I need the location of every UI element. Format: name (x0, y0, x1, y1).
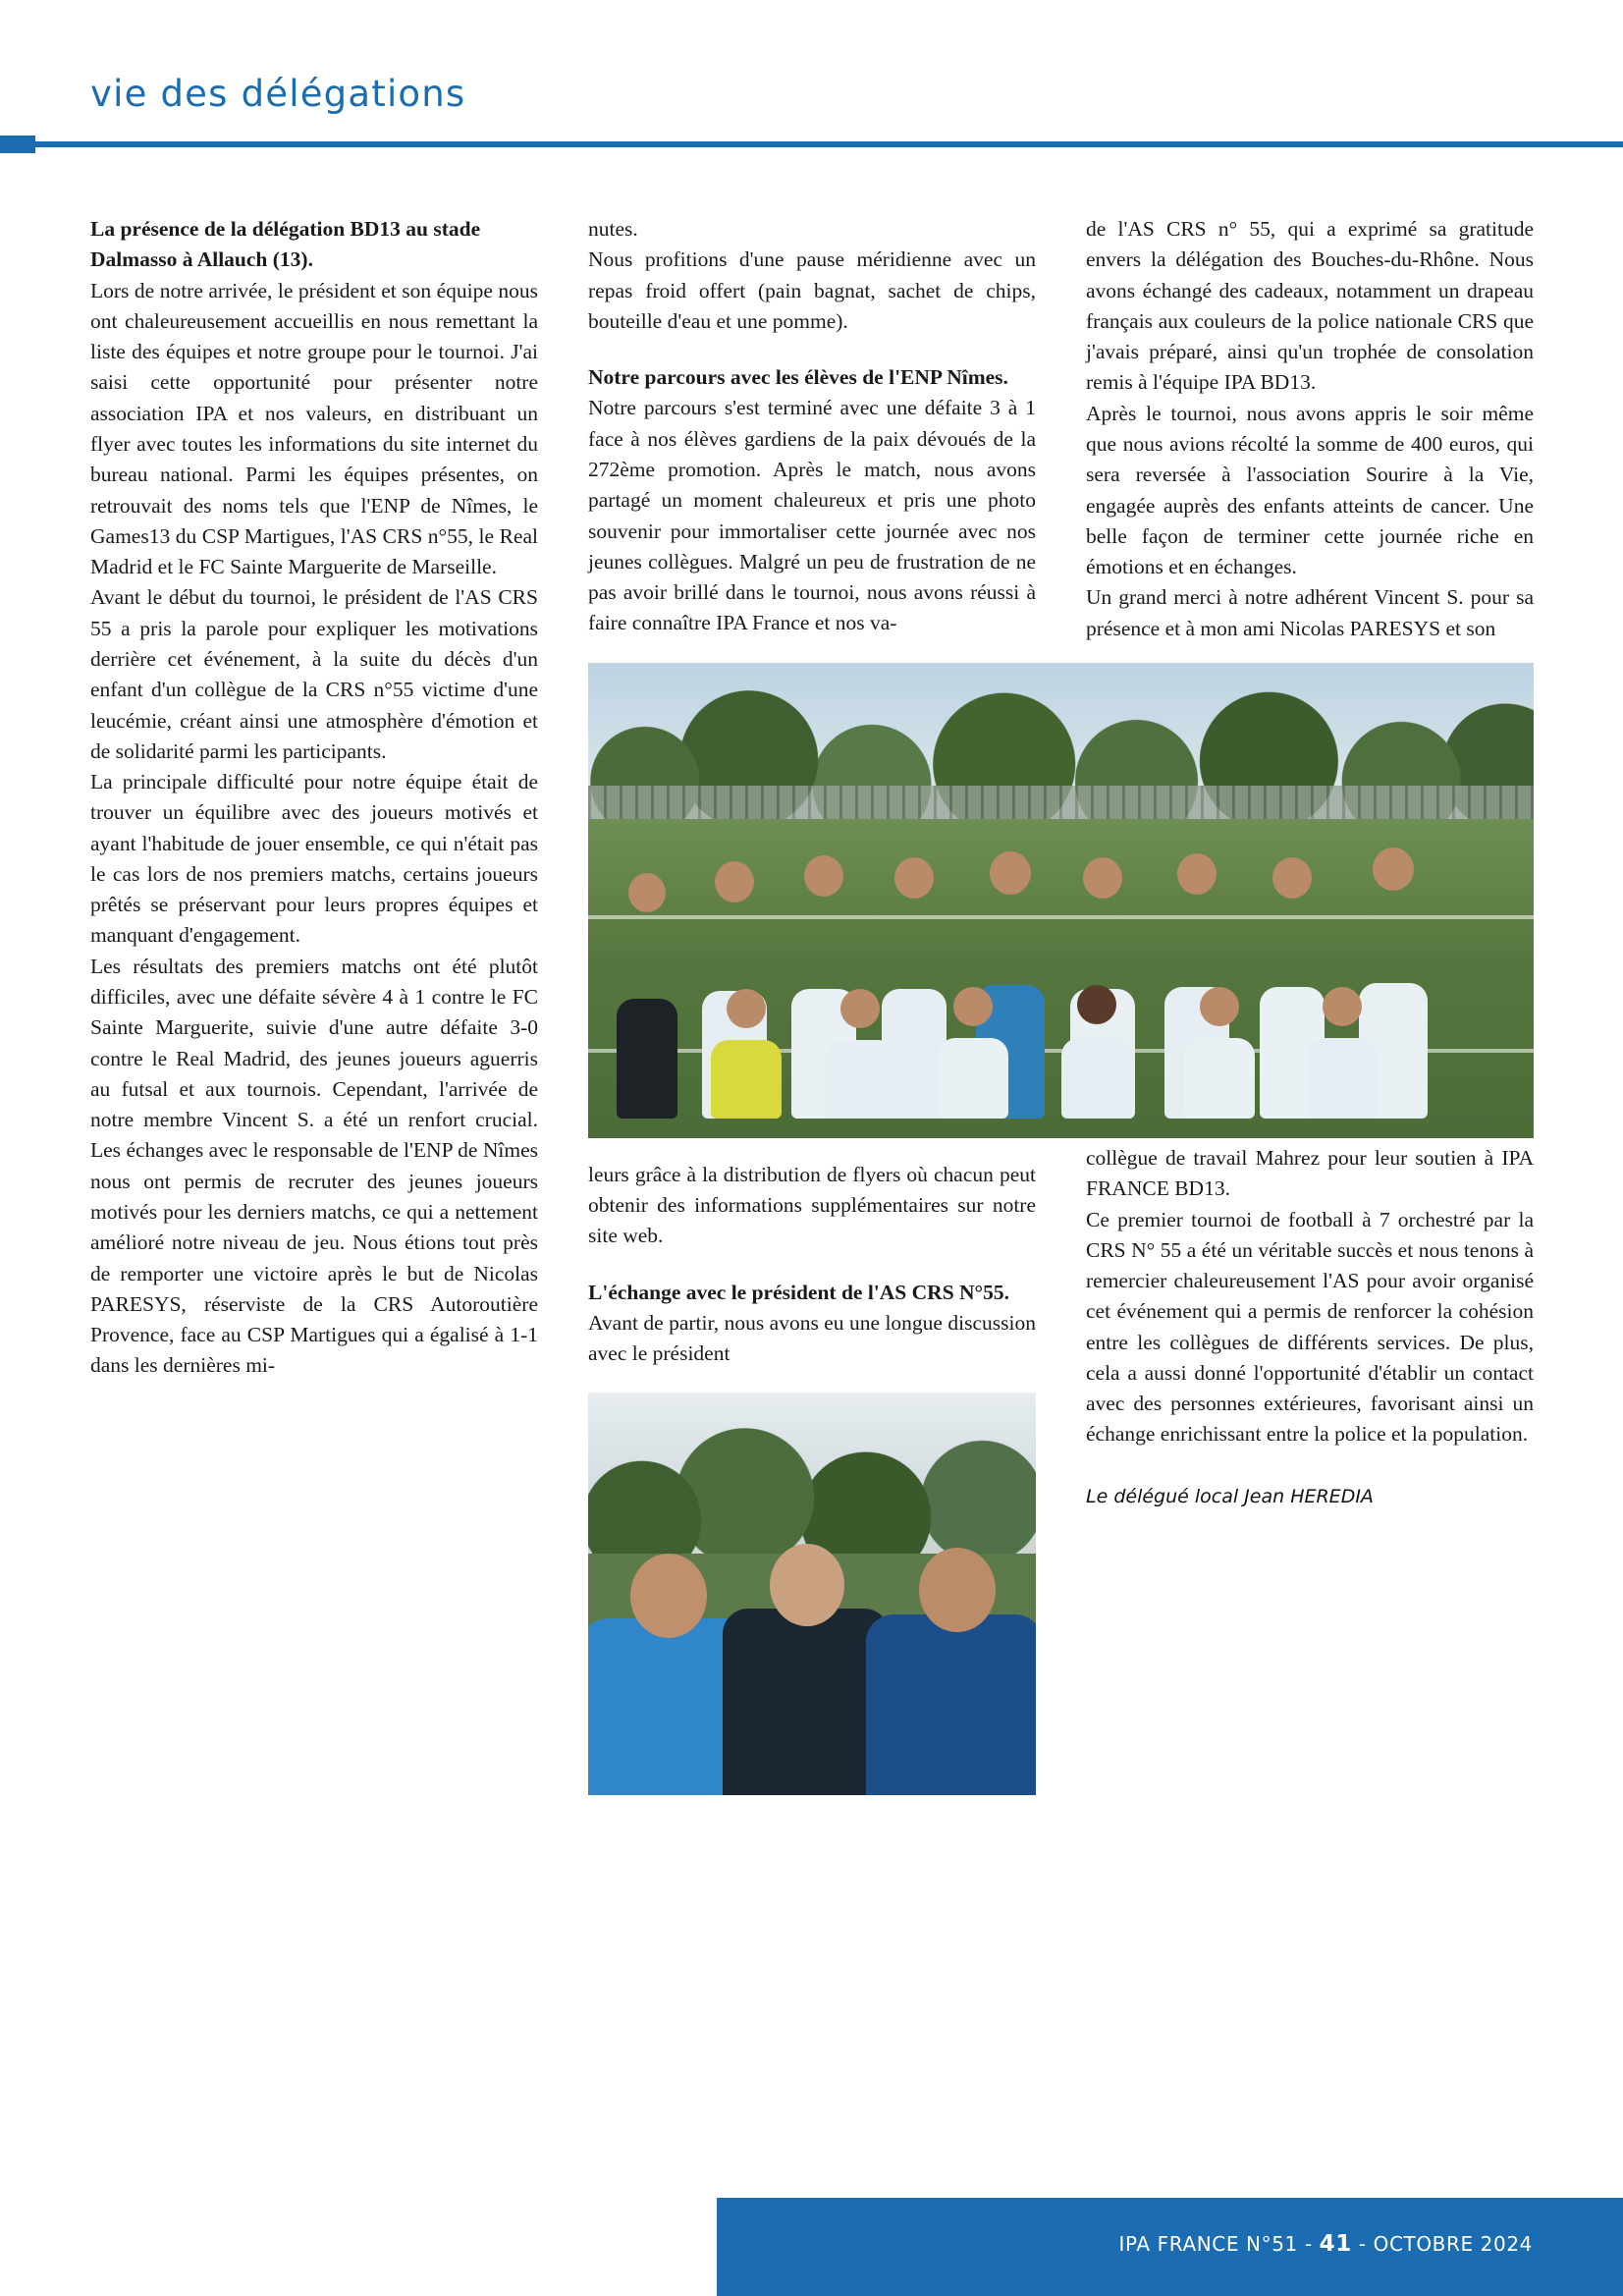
person (617, 873, 677, 1119)
column-1 (90, 214, 538, 1382)
person (866, 1554, 1036, 1795)
paragraph: Avant de partir, nous avons eu une longue discussion avec le président (588, 1310, 1036, 1366)
person (711, 989, 782, 1119)
column-3 (1086, 214, 1534, 1510)
article-lead-heading: La présence de la délégation BD13 au stade Dalmasso à Allauch (13). (90, 217, 481, 272)
paragraph: Les résultats des premiers matchs ont été plutôt difficiles, avec une défaite sévère 4 à 1 contre le FC Sainte Marguerite, suivie d'une autre défaite 3-0 contre le Real Madrid, des jeunes joueurs aguerris au futsal et aux tournois. Cependant, l'arrivée de notre membre Vincent S. a été un renfort crucial. Les échanges avec le responsable de l'ENP de Nîmes nous ont permis de recruter des jeunes joueurs motivés pour les derniers matchs, ce qui a nettement amélioré notre niveau de jeu. Nous étions tout près de remporter une victoire après le but de Nicolas PARESYS, réserviste de la CRS Autoroutière Provence, face au CSP Martigues qui a égalisé à 1-1 dans les dernières mi- (90, 954, 538, 1378)
paragraph: de l'AS CRS n° 55, qui a exprimé sa gratitude envers la délégation des Bouches-du-Rhône. Nous avons échangé des cadeaux, notamment un drapeau français aux couleurs de la police nationale CRS que j'avais préparé, ainsi qu'un trophée de consolation remis à l'équipe IPA BD13. (1086, 217, 1534, 395)
column-2 (588, 214, 1036, 1795)
paragraph: leurs grâce à la distribution de flyers où chacun peut obtenir des informations supplémentaires sur notre site web. (588, 1162, 1036, 1248)
paragraph: Nous profitions d'une pause méridienne avec un repas froid offert (pain bagnat, sachet de chips, bouteille d'eau et une pomme). (588, 247, 1036, 333)
paragraph: collègue de travail Mahrez pour leur soutien à IPA FRANCE BD13. (1086, 1145, 1534, 1201)
paragraph: Notre parcours s'est terminé avec une défaite 3 à 1 face à nos élèves gardiens de la paix dévoués de la 272ème promotion. Après le match, nous avons partagé un moment chaleureux et pris une photo souvenir pour immortaliser cette journée avec nos jeunes collègues. Malgré un peu de frustration de ne pas avoir brillé dans le tournoi, nous avons réussi à faire connaître IPA France et nos va- (588, 396, 1036, 635)
paragraph: Après le tournoi, nous avons appris le soir même que nous avions récolté la somme de 400 euros, qui sera reversée à l'association Sourire à la Vie, engagée auprès des enfants atteints de cancer. Une belle façon de terminer cette journée riche en émotions et en échanges. (1086, 401, 1534, 579)
header-rule (0, 141, 1623, 147)
photo-trees (588, 1413, 1036, 1566)
footer-date: OCTOBRE 2024 (1373, 2232, 1533, 2256)
article-signature: Le délégué local Jean HEREDIA (1086, 1485, 1374, 1507)
subheading-echange-president: L'échange avec le président de l'AS CRS N°55. (588, 1280, 1010, 1304)
person (723, 1548, 890, 1795)
page-header (0, 0, 1623, 147)
paragraph: Avant le début du tournoi, le président de l'AS CRS 55 a pris la parole pour expliquer les motivations derrière cet événement, à la suite du décès d'un enfant d'un collègue de la CRS n°55 victime d'une leucémie, créant ainsi une atmosphère d'émotion et de solidarité parmi les participants. (90, 585, 538, 763)
paragraph: La principale difficulté pour notre équipe était de trouver un équilibre avec des joueurs motivés et ayant l'habitude de jouer ensemble, ce qui n'était pas le cas lors de nos premiers matchs, certains joueurs prêtés se préservant pour leurs propres équipes et manquant d'engagement. (90, 770, 538, 948)
photo-spacer (1086, 644, 1534, 1143)
paragraph: Ce premier tournoi de football à 7 orchestré par la CRS N° 55 a été un véritable succès et nous tenons à remercier chaleureusement l'AS pour avoir organisé cet événement qui a permis de renforcer la cohésion entre les collègues de différents services. De plus, cela a aussi donné l'opportunité d'établir un contact avec des personnes extérieures, favorisant ainsi un échange enrichissant entre la police et la population. (1086, 1207, 1534, 1447)
footer-separator: - (1358, 2232, 1367, 2256)
footer-text (1119, 2231, 1533, 2257)
paragraph: Un grand merci à notre adhérent Vincent S. pour sa présence et à mon ami Nicolas PARESYS et son (1086, 585, 1534, 640)
subheading-enp-nimes: Notre parcours avec les élèves de l'ENP Nîmes. (588, 365, 1008, 390)
person (825, 989, 895, 1119)
footer-page-number: 41 (1319, 2231, 1352, 2257)
photo-selfie (588, 1393, 1036, 1795)
person (938, 987, 1008, 1119)
footer-publication: IPA FRANCE N°51 (1118, 2232, 1298, 2256)
page-section-title: vie des délégations (90, 73, 466, 115)
paragraph: Lors de notre arrivée, le président et son équipe nous ont chaleureusement accueillis en nous remettant la liste des équipes et notre groupe pour le tournoi. J'ai saisi cette opportunité pour présenter notre association IPA et nos valeurs, en distribuant un flyer avec toutes les informations du site internet du bureau national. Parmi les équipes présentes, on retrouvait des noms tels que l'ENP de Nîmes, le Games13 du CSP Martigues, l'AS CRS n°55, le Real Madrid et le FC Sainte Marguerite de Marseille. (90, 278, 538, 579)
paragraph: nutes. (588, 217, 638, 241)
footer-separator: - (1304, 2232, 1313, 2256)
